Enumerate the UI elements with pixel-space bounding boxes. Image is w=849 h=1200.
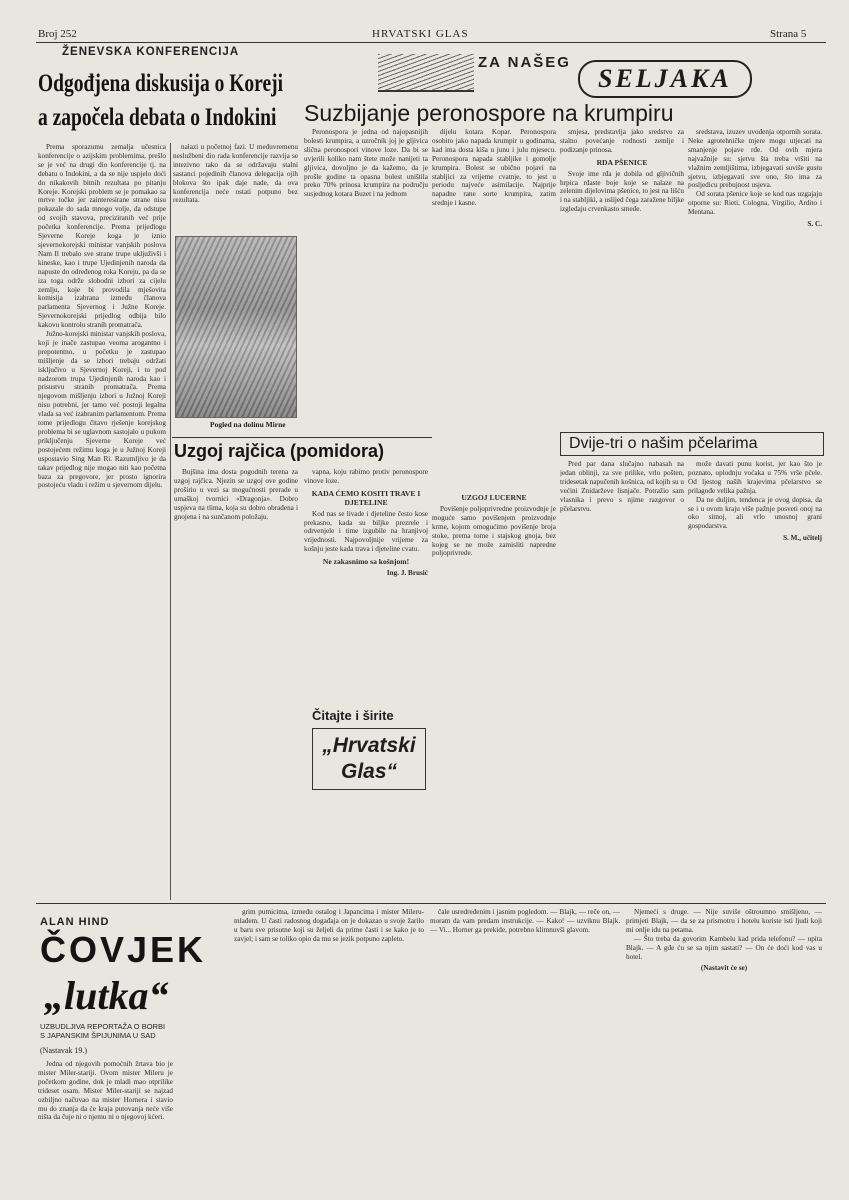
serial-paragraph-5: — Što treba da govorim Kambelu kad prida telefonu? — upita Blajk. — A gđe ću se sa njim sastati? — On će doći kod vas u hotel. xyxy=(626,934,822,961)
promo-line-1: Čitajte i širite xyxy=(312,708,394,723)
potato-paragraph-1: Peronospora je jedna od najopasnijih bolesti krumpira, a uzročnik joj je gljivica slična peronospori vinove loze. Da bi se uvjerili koliko nam štete može nanijeti ta gljivica, dovoljno je da kažemo, da je prošle godine ta opasna bolest uništila preko 70% prinosa krumpira na području susjednog kotara Buzet i na jednom xyxy=(304,128,428,199)
bees-column-1 xyxy=(560,460,684,898)
promo-line-2: „Hrvatski Glas“ xyxy=(322,734,416,783)
geneva-paragraph-2: Južno-korejski ministar vanjskih poslova, koji je inače zastupao veoma arogantno i prepotentno, u početku je zastupao mišljenje da se izbori trebaju održati isključivo u Sjevernoj Koreji, i to pod nadzorom trupa Ujedinjenih naroda kao i prisustvu stranih promatrača. Prema njegovom mišljenju izbori u Južnoj Koreji nisu potrebni, jer tamo već postoji legalna vlada sa već izabranim parlamentom. Prema tome prijedlogu čitavo rješenje korejskog problema bi se uglavnom sastojalo u pukom priključenju Sjeverne Koreje već postojećem režimu koga je u Južnoj Koreji uspostavio Sing Man Ri. Razumljivo je da takav prijedlog nije mogao niti kao početna baza za pregovore, jer prosto ignorira postojeću vladu i režim u sjevernom dijelu. xyxy=(38,330,166,490)
tomato-paragraph-2: vapna, koju rabimo protiv peronospore vinove loze. xyxy=(304,468,428,485)
geneva-paragraph-1: Prema sporazumu zemalja učesnica konferencije o azijskim problemima, prešlo se je već na drugi dio konferencije tj. na debatu o Indokini, a da se nije uspjelo doći do nikakovih bitnih rezultata po pitanju Koreje. Korejski problem se je pomakao sa mrtve točke jer zainteresirane strane nisu pokazale do sada mnogo volje, da odstupe od svojih stavova, preciziranih već prije početka konferencije. Prema prijedlogu Sjeverne Koreje koga je iznio sjevernokorejski ministar vanjskih poslova Nam Il trebalo sve strane trupe ukljuživši i kineske, kao i trupe Ujedinjenih naroda da napuste do određenog roka Koreju, pa da se iza toga održe slobodni izbori za cijelu zemlju, koje bi provodila mješovita komisija izabrana između članova parlamenta Sjevernog i Južne Koreje. Sjevernokorejski prijedlog odbija bilo kakovu kontrolu stranih promatrača. xyxy=(38,143,166,330)
newspaper-name: HRVATSKI GLAS xyxy=(372,28,469,40)
serial-column-1 xyxy=(38,1060,173,1172)
potato-column-1 xyxy=(304,128,428,242)
tomato-author: Ing. J. Brusić xyxy=(386,569,428,578)
serial-column-3 xyxy=(430,908,620,1172)
potato-paragraph-2: dijelu kotara Kopar. Peronospora osobito jako napada krumpir u godinama, kad ima dosta kiša u junu i julu mjesecu. Peronospora napada stabljike i gomolje krumpira. Bolest se obično pojavi na stabljici za vrijeme cvatnje, to jest u periodu najveće asimilacije. Najprije napadne rane sorte krumpira, zatim srednje i kasne. xyxy=(432,128,556,208)
tomato-rule xyxy=(172,437,432,438)
column-rule xyxy=(170,143,171,900)
bees-column-2 xyxy=(688,460,822,898)
tomato-paragraph-3: Kod nas se livade i djeteline često kose prekasno, kada su biljke prezrele i odrvenjele i time izgubile na hranjivoj vrijednosti. Najpovoljnije vrijeme za košnju jeste kada trava i djeteline cvatu. xyxy=(304,509,428,554)
serial-paragraph-4: Njemeći s druge. — Nije suviše oštroumno smišljeno, — primjeti Blajk, — da se za prismotru i hotelu koriste isti ljudi koji mi onlje idu na petama. xyxy=(626,908,822,934)
potato-column-3 xyxy=(560,128,684,428)
tractor-illustration xyxy=(378,54,474,92)
potato-paragraph-6: Od sorata pšenice koje se kod nas uzgajaju otporne su: Rieti, Cologna, Virgilio, Ardito i Mentana. xyxy=(688,190,822,217)
potato-paragraph-5: sredstava, izuzev uvođenja otpornih sorata. Neke agrotehničke mjere mogu utjecati na smanjenje pojave rđe. Od ovih mjera najvažnije su: sjetvu šta treba vršiti na vlažnim zemljištima, izbjegavati suviše gustu sjetvu, izbjegavati sve ono, što ima za posljedicu prebujnost usjeva. xyxy=(688,128,822,190)
serial-paragraph-3: čale usredređenim i jasnim pogledom. — Blajk, — reče on, — moram da vam predam instrukcije. — Kako! — uzviknu Blajk. — Vi... Horner ga prekide, potrebno klimnuvši glavom. xyxy=(430,908,620,934)
issue-number: Broj 252 xyxy=(38,28,77,40)
geneva-column-2 xyxy=(173,143,298,233)
lucerne-subheading: UZGOJ LUCERNE xyxy=(461,493,527,502)
serial-title-line-1: ČOVJEK xyxy=(40,929,207,970)
bees-paragraph-3: Da ne duljim, tendenca je ovog dopisa, da se i u ovom kraju više pažnje posveti onoj na oko sitnoj, ali vrlo unosnoj grani gospodarstva. xyxy=(688,495,822,531)
serial-title-line-2: „lutka“ xyxy=(44,973,169,1018)
lucerne-column xyxy=(432,490,556,898)
banner-za-nasega: ZA NAŠEG xyxy=(478,54,571,71)
banner-seljaka: SELJAKA xyxy=(578,60,752,98)
geneva-headline-line-1: Odgođjena diskusija o Koreji xyxy=(38,70,284,97)
lucerne-paragraph: Povišenje poljoprivredne proizvodnje je moguće samo povišenjem proizvodnje krme, kojom omogućimo povišenje broja stoke, prema tome i stajskog gnoja, bez kojeg se ne može zamisliti napredne poljoprivrede. xyxy=(432,504,556,558)
serial-subtitle: UZBUDLJIVA REPORTAŽA O BORBI S JAPANSKIM ŠPIJUNIMA U SAD xyxy=(40,1022,166,1040)
potato-column-4 xyxy=(688,128,822,418)
serial-column-2 xyxy=(234,908,424,1172)
promo-box xyxy=(312,728,426,790)
lower-rule xyxy=(36,903,826,904)
serial-paragraph-2: grim putnicima, između ostalog i Japancima i mister Mileru-mlađem. U časti radosnog događaja on je dokazao u svoje žarilo u baru sve prisutne koji su željeli da prime časti i se kako je to zavjel; i sam se toliko opio da mu se jezik potpuno zapleto. xyxy=(234,908,424,943)
serial-paragraph-1: Jedna od njegovih pomoćnih žrtava bio je mister Miler-stariji. Ovom mister Mileru je početkom godine, dok je mladi mao otprilike trideset osam. Mister Miler-stariji se najzad ozbiljno načuvao na mister Hornera i stavio mu do znanja da će kraja putovanja neće više ništa da čuje ni o njemu ni o njegovoj kćeri. xyxy=(38,1060,173,1122)
photo-caption: Pogled na dolinu Mirne xyxy=(210,420,286,429)
page-number: Strana 5 xyxy=(770,28,807,40)
potato-paragraph-4: Svoje ime rđa je dobila od gljivičnih hrpica rđaste boje koje se nalaze na zelenim dijelovima pšenice, to jest na lišću i na stabljiki, a uslijed čega zaražene biljke izgledaju crvenkasto smeđe. xyxy=(560,169,684,214)
mowing-slogan: Ne zakasnimo sa košnjom! xyxy=(322,557,410,567)
bees-author: S. M., učitelj xyxy=(783,534,822,543)
potato-signature: S. C. xyxy=(807,220,822,229)
tomato-column-1 xyxy=(174,468,298,900)
bees-headline-box xyxy=(560,432,824,456)
tomato-paragraph-1: Bujšina ima dosta pogodnih terena za uzgoj rajčica. Njezin se uzgoj ove godine proširio u vezi sa mogućnosti prerade u umaškoj tvornici «Dragonja». Dobro uspjeva na tlima, koja su dobro obrađena i gnojena i na sunčanom položaju. xyxy=(174,468,298,521)
serial-column-4 xyxy=(626,908,822,1172)
bees-paragraph-1: Pred par dana slučajno nabasah na jedan oblinji, za sve prilike, vrlo pošten, tridesetak napučenih košnica, od kojih su u većini Znidarževe lisnjače. Potražio sam vlasnika i prevo s njime razgovor o pčelarstvu. xyxy=(560,460,684,513)
clover-subheading: KADA ĆEMO KOSITI TRAVE I DJETELINE xyxy=(311,488,421,507)
valley-photo xyxy=(175,236,297,418)
bees-paragraph-2: može davati punu korist, jer kao što je poznato, oplodnju voćaka u 75% vrše pčele. Od ljestog naših krajevima pčelarstvo se prilagođe velika pažnja. xyxy=(688,460,822,495)
serial-continued: (Nastavak 19.) xyxy=(40,1046,88,1055)
farm-section-banner xyxy=(302,48,824,96)
serial-author: ALAN HIND xyxy=(40,916,110,928)
bees-headline: Dvije-tri o našim pčelarima xyxy=(569,435,758,452)
geneva-headline-line-2: a započela debata o Indokini xyxy=(38,104,277,131)
wheat-rust-subheading: RDA PŠENICE xyxy=(596,157,648,167)
geneva-paragraph-3: nalazi u početnoj fazi. U međuvremenu neslužbeni dio rada konferencije razvija se intezivno tako da se održavaju stalni sastanci pojedinih članova delegacija ojih blokova što ipak daje nade, da ova konferencija neće ostati potpuno bez rezultata. xyxy=(173,143,298,205)
potato-paragraph-3: smjesa, predstavlja jako sredstvo za stalno povećanje rodnosti zemlje i podizanje prinosa. xyxy=(560,128,684,154)
tomato-headline: Uzgoj rajčica (pomidora) xyxy=(174,441,385,461)
potato-headline: Suzbijanje peronospore na krumpiru xyxy=(304,100,674,126)
header-rule xyxy=(36,42,826,43)
potato-column-2 xyxy=(432,128,556,423)
serial-next: (Nastavit će se) xyxy=(700,964,748,973)
geneva-column-1 xyxy=(38,143,166,900)
tomato-column-2 xyxy=(304,468,428,668)
geneva-kicker: ŽENEVSKA KONFERENCIJA xyxy=(62,46,240,58)
